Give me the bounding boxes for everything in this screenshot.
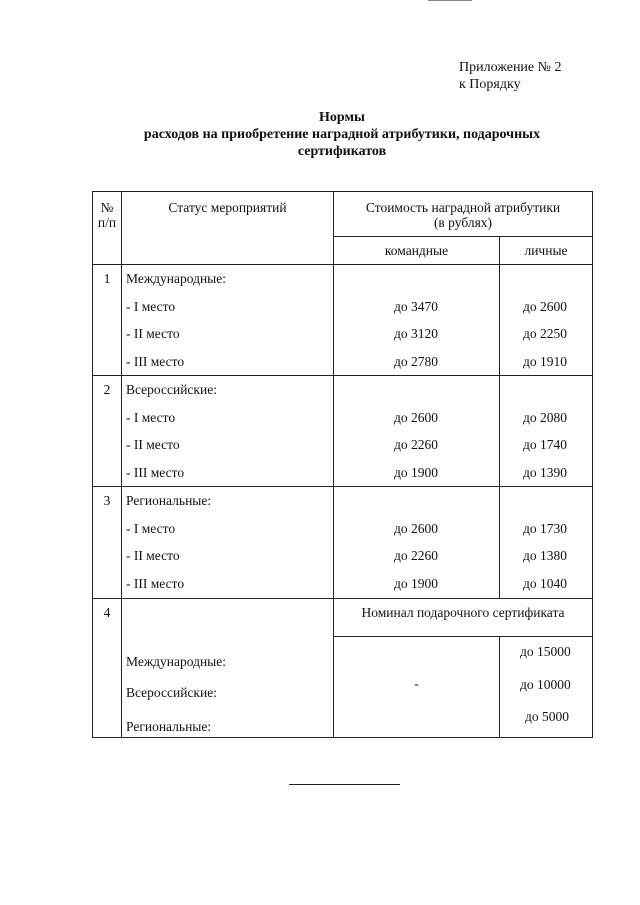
personal-value: до 2080 bbox=[523, 410, 567, 425]
column-divider-team-cert bbox=[499, 636, 500, 738]
group-label: Региональные: bbox=[126, 493, 212, 508]
table-border-top bbox=[92, 191, 593, 192]
group-2-bottom bbox=[92, 486, 593, 487]
appendix-number: Приложение № 2 bbox=[459, 60, 562, 75]
certificate-value: до 15000 bbox=[520, 644, 571, 659]
personal-value: до 1390 bbox=[523, 465, 567, 480]
header-team: командные bbox=[384, 243, 449, 258]
place-label: - I место bbox=[126, 410, 176, 425]
certificate-label: Международные: bbox=[126, 654, 226, 669]
place-label: - II место bbox=[126, 437, 180, 452]
top-scan-mark bbox=[428, 0, 472, 1]
header-personal: личные bbox=[524, 243, 568, 258]
personal-value: до 1910 bbox=[523, 354, 567, 369]
certificate-label: Всероссийские: bbox=[126, 685, 217, 700]
group-1-bottom bbox=[92, 375, 593, 376]
place-label: - II место bbox=[126, 548, 180, 563]
group-label: Всероссийские: bbox=[126, 382, 217, 397]
group-number: 2 bbox=[103, 382, 111, 397]
team-value: до 3120 bbox=[394, 326, 438, 341]
column-divider-num bbox=[121, 191, 122, 738]
certificate-header-bottom bbox=[333, 636, 593, 637]
place-label: - III место bbox=[126, 576, 185, 591]
place-label: - I место bbox=[126, 521, 176, 536]
page-title: Нормы bbox=[319, 110, 365, 125]
group-number: 3 bbox=[103, 493, 111, 508]
group-3-bottom bbox=[92, 598, 593, 599]
team-value: до 3470 bbox=[394, 299, 438, 314]
team-value: до 1900 bbox=[394, 576, 438, 591]
column-divider-team bbox=[499, 236, 500, 598]
appendix-reference: к Порядку bbox=[459, 77, 521, 92]
team-value: до 2600 bbox=[394, 521, 438, 536]
page-subtitle-line-1: расходов на приобретение наградной атрибутики, подарочных bbox=[143, 127, 541, 142]
group-label: Международные: bbox=[126, 271, 226, 286]
certificate-label: Региональные: bbox=[126, 719, 212, 734]
header-cost: Стоимость наградной атрибутики bbox=[365, 200, 561, 215]
group-number: 4 bbox=[103, 605, 111, 620]
table-border-right bbox=[592, 191, 593, 738]
certificate-value: до 5000 bbox=[525, 709, 569, 724]
personal-value: до 1040 bbox=[523, 576, 567, 591]
certificate-team-value: - bbox=[414, 676, 419, 691]
personal-value: до 2250 bbox=[523, 326, 567, 341]
header-cost-unit: (в рублях) bbox=[433, 215, 493, 230]
certificate-value: до 10000 bbox=[520, 677, 571, 692]
header-num-label: п/п bbox=[97, 215, 117, 230]
group-number: 1 bbox=[103, 271, 111, 286]
place-label: - III место bbox=[126, 354, 185, 369]
place-label: - III место bbox=[126, 465, 185, 480]
header-subdivider bbox=[333, 236, 593, 237]
place-label: - II место bbox=[126, 326, 180, 341]
header-status: Статус мероприятий bbox=[168, 200, 287, 215]
team-value: до 2600 bbox=[394, 410, 438, 425]
team-value: до 2260 bbox=[394, 548, 438, 563]
column-divider-status bbox=[333, 191, 334, 738]
team-value: до 1900 bbox=[394, 465, 438, 480]
personal-value: до 1740 bbox=[523, 437, 567, 452]
table-border-bottom bbox=[92, 737, 593, 738]
closing-rule bbox=[289, 784, 400, 785]
personal-value: до 1380 bbox=[523, 548, 567, 563]
team-value: до 2260 bbox=[394, 437, 438, 452]
certificate-header: Номинал подарочного сертификата bbox=[361, 605, 565, 620]
team-value: до 2780 bbox=[394, 354, 438, 369]
personal-value: до 2600 bbox=[523, 299, 567, 314]
personal-value: до 1730 bbox=[523, 521, 567, 536]
page-subtitle-line-2: сертификатов bbox=[297, 144, 387, 159]
header-bottom bbox=[92, 264, 593, 265]
header-num-symbol: № bbox=[100, 200, 114, 215]
place-label: - I место bbox=[126, 299, 176, 314]
